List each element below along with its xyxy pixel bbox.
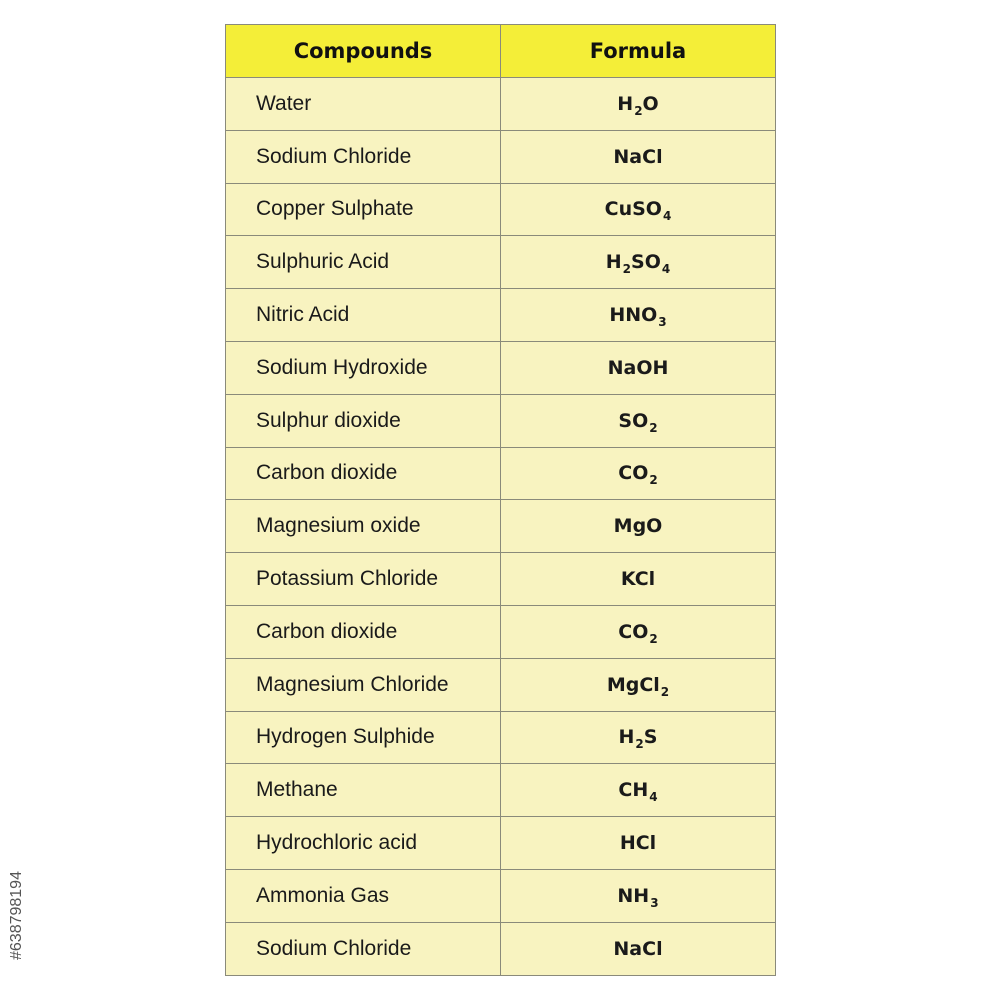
- compound-name-cell: Ammonia Gas: [226, 869, 501, 922]
- table-row: [226, 817, 776, 870]
- formula-cell: [501, 658, 776, 711]
- formula-text: MgCl: [606, 673, 660, 696]
- compound-name-cell: Methane: [226, 764, 501, 817]
- formula-text: H: [618, 726, 635, 749]
- compound-name-cell: Sulphur dioxide: [226, 394, 501, 447]
- stock-image-id: #638798194: [8, 871, 25, 960]
- formula-text: HCl: [619, 832, 657, 855]
- table-row: [226, 500, 776, 553]
- formula-cell: [501, 341, 776, 394]
- formula-cell: [501, 922, 776, 975]
- formula-cell: [501, 817, 776, 870]
- formula-cell: [501, 553, 776, 606]
- compounds-table-container: [225, 24, 775, 976]
- formula-cell: [501, 500, 776, 553]
- formula-text: SO: [631, 251, 661, 274]
- formula-subscript: 2: [649, 420, 658, 435]
- formula-subscript: 4: [649, 790, 658, 805]
- table-row: [226, 78, 776, 131]
- formula-cell: [501, 183, 776, 236]
- formula-cell: [501, 78, 776, 131]
- formula-cell: [501, 711, 776, 764]
- compound-name-cell: Sodium Hydroxide: [226, 341, 501, 394]
- formula-subscript: 2: [622, 262, 632, 277]
- compound-name-cell: Nitric Acid: [226, 289, 501, 342]
- table-row: [226, 289, 776, 342]
- formula-text: CO: [618, 462, 649, 485]
- formula-text: MgO: [613, 515, 663, 538]
- formula-subscript: 2: [634, 103, 643, 118]
- formula-subscript: 3: [650, 895, 659, 910]
- table-row: [226, 764, 776, 817]
- compound-name-cell: Carbon dioxide: [226, 605, 501, 658]
- table-row: [226, 183, 776, 236]
- table-header-row: [226, 25, 776, 78]
- formula-text: NaCl: [613, 937, 663, 960]
- table-row: [226, 711, 776, 764]
- formula-cell: [501, 289, 776, 342]
- compounds-formula-table: [225, 24, 776, 976]
- compound-name-cell: Sodium Chloride: [226, 130, 501, 183]
- table-row: [226, 922, 776, 975]
- compound-name-cell: Copper Sulphate: [226, 183, 501, 236]
- formula-text: O: [642, 92, 659, 115]
- compounds-column-header: Compounds: [226, 25, 501, 78]
- compound-name-cell: Sulphuric Acid: [226, 236, 501, 289]
- formula-cell: [501, 236, 776, 289]
- formula-subscript: 3: [658, 315, 667, 330]
- formula-text: CH: [618, 779, 649, 802]
- compound-name-cell: Hydrogen Sulphide: [226, 711, 501, 764]
- formula-text: KCl: [620, 568, 656, 591]
- formula-text: H: [605, 251, 622, 274]
- formula-cell: [501, 447, 776, 500]
- formula-text: H: [617, 92, 634, 115]
- formula-subscript: 4: [661, 262, 671, 277]
- table-row: [226, 447, 776, 500]
- formula-cell: [501, 869, 776, 922]
- formula-text: NaOH: [607, 356, 669, 379]
- formula-subscript: 2: [649, 631, 658, 646]
- formula-text: HNO: [609, 304, 658, 327]
- formula-text: CuSO: [604, 198, 662, 221]
- table-row: [226, 130, 776, 183]
- compound-name-cell: Magnesium Chloride: [226, 658, 501, 711]
- formula-text: SO: [618, 409, 649, 432]
- compound-name-cell: Magnesium oxide: [226, 500, 501, 553]
- table-row: [226, 605, 776, 658]
- compound-name-cell: Hydrochloric acid: [226, 817, 501, 870]
- formula-subscript: 2: [660, 684, 670, 699]
- compound-name-cell: Sodium Chloride: [226, 922, 501, 975]
- formula-text: NH: [617, 884, 650, 907]
- table-row: [226, 341, 776, 394]
- formula-cell: [501, 605, 776, 658]
- table-row: [226, 553, 776, 606]
- formula-cell: [501, 394, 776, 447]
- compound-name-cell: Carbon dioxide: [226, 447, 501, 500]
- table-row: [226, 394, 776, 447]
- formula-text: NaCl: [613, 145, 663, 168]
- compound-name-cell: Water: [226, 78, 501, 131]
- formula-subscript: 2: [635, 737, 644, 752]
- formula-column-header: Formula: [501, 25, 776, 78]
- table-row: [226, 236, 776, 289]
- table-row: [226, 869, 776, 922]
- formula-cell: [501, 130, 776, 183]
- table-row: [226, 658, 776, 711]
- formula-subscript: 2: [649, 473, 658, 488]
- formula-text: CO: [618, 620, 649, 643]
- formula-subscript: 4: [662, 209, 672, 224]
- formula-cell: [501, 764, 776, 817]
- table-body: [226, 78, 776, 976]
- compound-name-cell: Potassium Chloride: [226, 553, 501, 606]
- formula-text: S: [643, 726, 658, 749]
